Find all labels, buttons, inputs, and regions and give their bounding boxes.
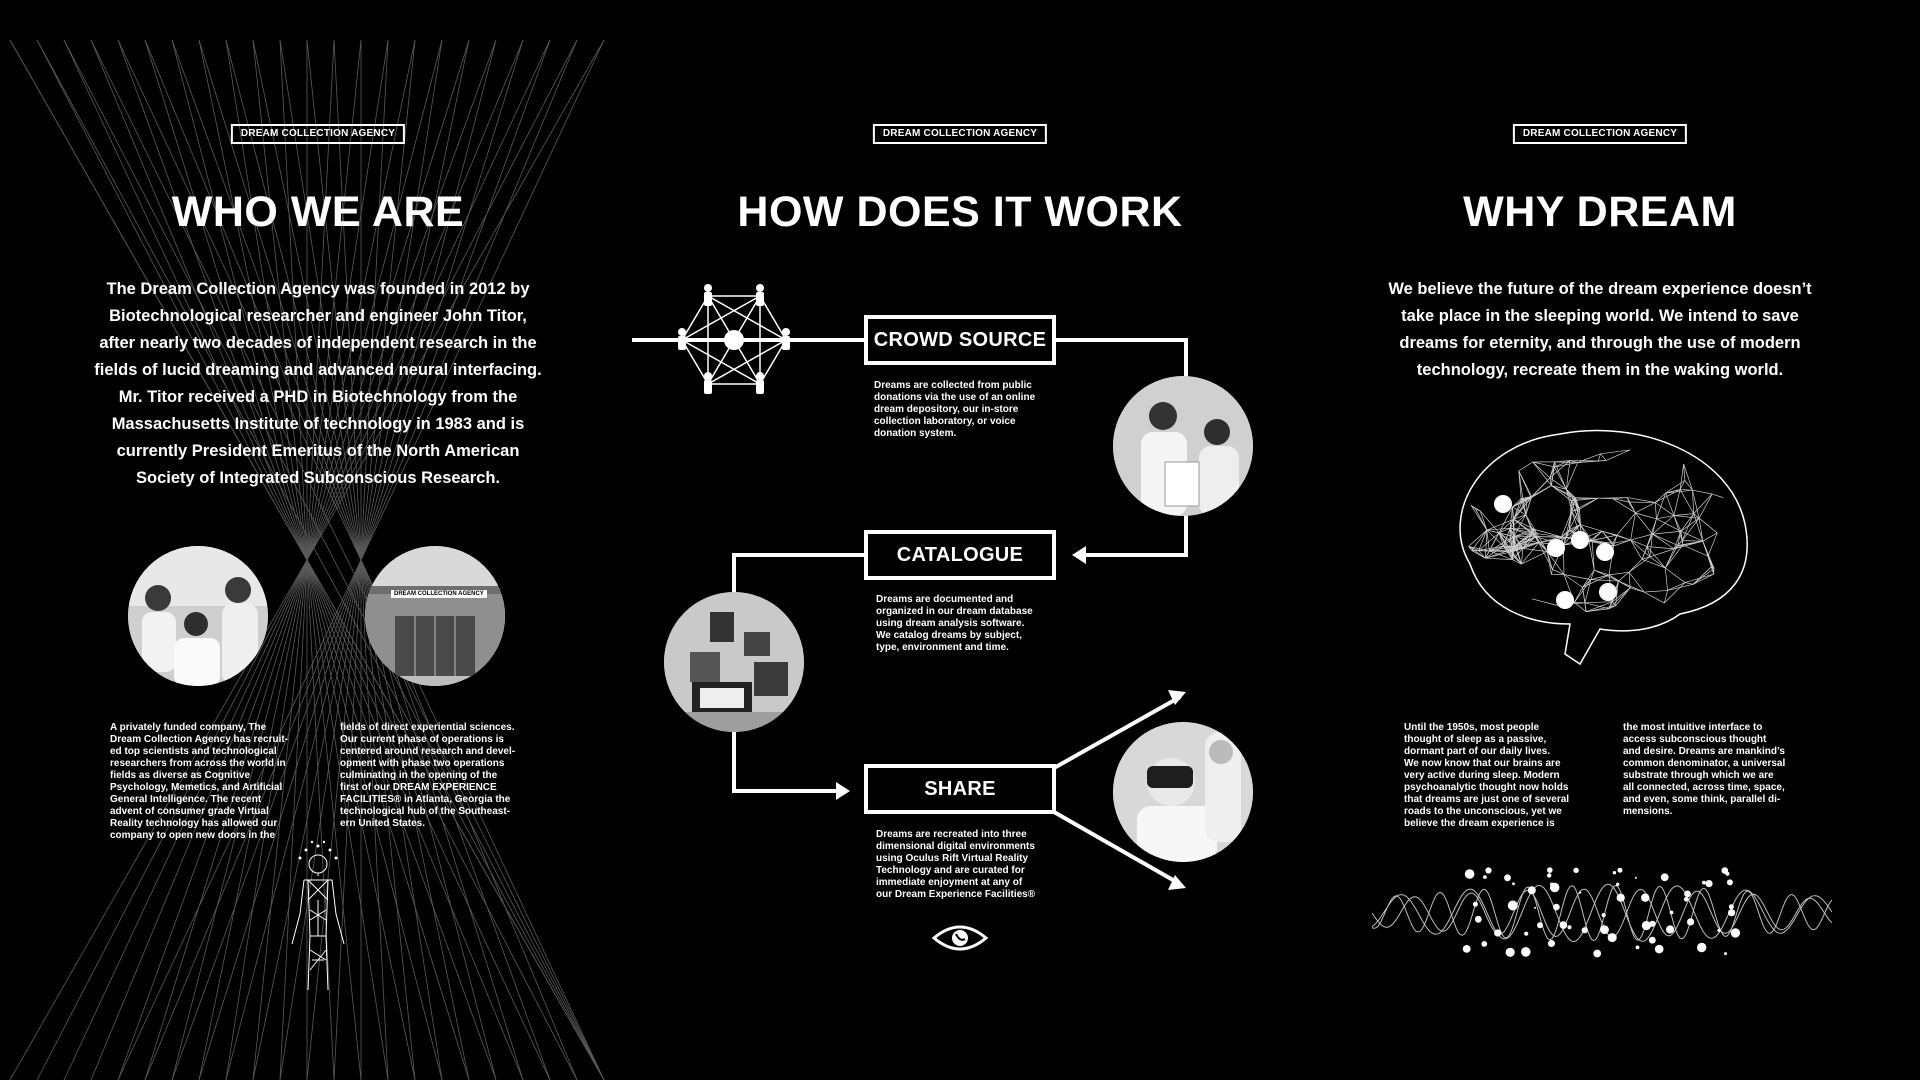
text-line: The Dream Collection Agency was founded in 2012 by — [106, 280, 530, 298]
text-line: We now know that our brains are — [1404, 758, 1561, 769]
text-line: opment with phase two operations — [340, 758, 505, 769]
text-line: using dream analysis software. — [876, 618, 1025, 629]
lab-equipment-photo — [664, 592, 804, 732]
agency-badge: DREAM COLLECTION AGENCY — [1513, 124, 1687, 144]
text-line: fields as diverse as Cognitive — [110, 770, 251, 781]
intro-paragraph — [1370, 276, 1830, 384]
text-line: Dreams are collected from public — [874, 380, 1032, 391]
text-line: We catalog dreams by subject, — [876, 630, 1022, 641]
text-line: Our current phase of operations is — [340, 734, 504, 745]
text-line: substrate through which we are — [1623, 770, 1774, 781]
text-line: Until the 1950s, most people — [1404, 722, 1540, 733]
page-title: WHY DREAM — [1463, 188, 1737, 236]
text-line: immediate enjoyment at any of — [876, 877, 1023, 888]
text-line: advent of consumer grade Virtual — [110, 806, 269, 817]
text-line: currently President Emeritus of the North American — [116, 442, 520, 460]
step-description — [876, 829, 1066, 901]
text-line: using Oculus Rift Virtual Reality — [876, 853, 1029, 864]
text-line: mensions. — [1623, 806, 1673, 817]
agency-badge: DREAM COLLECTION AGENCY — [873, 124, 1047, 144]
text-line: the most intuitive interface to — [1623, 722, 1763, 733]
text-line: fields of direct experiential sciences. — [340, 722, 515, 733]
text-line: that dreams are just one of several — [1404, 794, 1570, 805]
text-line: and even, some think, parallel di- — [1623, 794, 1781, 805]
text-line: access subconscious thought — [1623, 734, 1767, 745]
text-line: culminating in the opening of the — [340, 770, 498, 781]
step-catalogue — [864, 530, 1056, 580]
text-line: FACILITIES® in Atlanta, Georgia the — [340, 794, 511, 805]
text-line: Mr. Titor received a PHD in Biotechnology from the — [118, 388, 518, 406]
body-column-right — [1623, 722, 1823, 818]
page-title: HOW DOES IT WORK — [737, 188, 1183, 236]
wave-dots — [1463, 867, 1740, 957]
text-line: all connected, across time, space, — [1623, 782, 1785, 793]
text-line: fields of lucid dreaming and advanced neural interfacing. — [94, 361, 542, 379]
text-line: technological hub of the Southeast- — [340, 806, 510, 817]
text-line: believe the dream experience is — [1404, 818, 1555, 829]
text-line: Society of Integrated Subconscious Research. — [135, 469, 500, 487]
lab-equipment-photo-art — [664, 592, 804, 732]
step-label: CATALOGUE — [896, 543, 1024, 566]
step-crowd-source — [864, 315, 1056, 365]
text-line: Psychology, Memetics, and Artificial — [110, 782, 283, 793]
text-line: our Dream Experience Facilities® — [876, 889, 1036, 900]
text-line: Reality technology has allowed our — [110, 818, 278, 829]
text-line: General Intelligence. The recent — [110, 794, 262, 805]
text-line: after nearly two decades of independent research in the — [99, 334, 537, 352]
step-label: CROWD SOURCE — [873, 328, 1047, 351]
text-line: technology, recreate them in the waking world. — [1416, 361, 1784, 379]
text-line: dream depository, our in-store — [874, 404, 1019, 415]
researchers-photo — [1113, 376, 1253, 516]
text-line: thought of sleep as a passive, — [1404, 734, 1547, 745]
text-line: A privately funded company, The — [110, 722, 267, 733]
text-line: dreams for eternity, and through the use of modern — [1399, 334, 1801, 352]
eye-icon — [930, 920, 990, 956]
text-line: ern United States. — [340, 818, 426, 829]
network-people-icon — [664, 280, 804, 400]
text-line: type, environment and time. — [876, 642, 1009, 653]
vr-headset-photo — [1113, 722, 1253, 862]
researchers-photo-art — [1113, 376, 1253, 516]
text-line: Dreams are recreated into three — [876, 829, 1027, 840]
brain-wireframe-icon — [1430, 414, 1760, 684]
text-line: psychoanalytic thought now holds — [1404, 782, 1569, 793]
text-line: Dreams are documented and — [876, 594, 1014, 605]
text-line: collection laboratory, or voice — [874, 416, 1016, 427]
text-line: ed top scientists and technological — [110, 746, 277, 757]
text-line: donations via the use of an online — [874, 392, 1036, 403]
text-line: take place in the sleeping world. We intend to save — [1401, 307, 1799, 325]
step-label: SHARE — [924, 777, 996, 800]
text-line: organized in our dream database — [876, 606, 1033, 617]
text-line: We believe the future of the dream experience doesn’t — [1388, 280, 1812, 298]
text-line: Dream Collection Agency has recruit- — [110, 734, 289, 745]
text-line: Technology and are curated for — [876, 865, 1025, 876]
waveform-icon — [1372, 858, 1832, 968]
text-line: common denominator, a universal — [1623, 758, 1786, 769]
text-line: company to open new doors in the — [110, 830, 276, 841]
text-line: and desire. Dreams are mankind’s — [1623, 746, 1785, 757]
page-title: WHO WE ARE — [171, 188, 465, 236]
text-line: centered around research and devel- — [340, 746, 516, 757]
text-line: dormant part of our daily lives. — [1404, 746, 1551, 757]
building-sign: DREAM COLLECTION AGENCY — [391, 590, 487, 598]
agency-badge: DREAM COLLECTION AGENCY — [231, 124, 405, 144]
text-line: donation system. — [874, 428, 957, 439]
text-line: Massachusetts Institute of technology in 1983 and is — [111, 415, 525, 433]
vr-headset-photo-art — [1113, 722, 1253, 862]
step-description — [874, 380, 1064, 440]
text-line: Biotechnological researcher and engineer John Titor, — [109, 307, 527, 325]
step-description — [876, 594, 1066, 654]
text-line: very active during sleep. Modern — [1404, 770, 1560, 781]
text-line: first of our DREAM EXPERIENCE — [340, 782, 497, 793]
text-line: researchers from across the world in — [110, 758, 286, 769]
step-share — [864, 764, 1056, 814]
text-line: roads to the unconscious, yet we — [1404, 806, 1562, 817]
body-column-left — [1404, 722, 1604, 830]
text-line: dimensional digital environments — [876, 841, 1035, 852]
